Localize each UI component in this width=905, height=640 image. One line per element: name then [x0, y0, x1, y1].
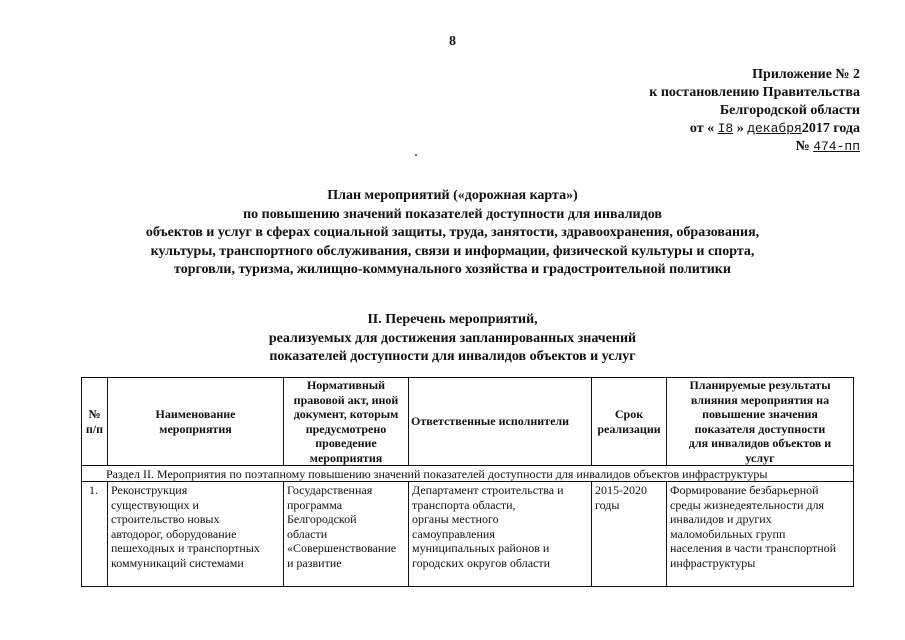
appendix-date — [560, 120, 860, 138]
row-term — [592, 482, 667, 587]
cell-line: самоуправления — [412, 526, 495, 541]
cell-line: п/п — [85, 421, 104, 436]
cell-line: программа — [287, 497, 343, 512]
title-line-2: по повышению значений показателей доступности для инвалидов — [243, 206, 662, 222]
row-results — [667, 482, 854, 587]
section-line-1: II. Перечень мероприятий, — [367, 312, 538, 327]
section-line-3: показателей доступности для инвалидов объектов и услуг — [269, 349, 636, 365]
cell-line: проведение — [315, 436, 377, 450]
number-prefix: № — [795, 139, 810, 154]
cell-line: маломобильных групп — [670, 526, 786, 541]
measures-table — [81, 377, 854, 587]
cell-line: органы местного — [412, 512, 499, 526]
cell-line: Наименование — [155, 407, 236, 421]
section-line-2: реализуемых для достижения запланированных значений — [268, 330, 637, 346]
cell-line: повышение значения — [702, 407, 818, 421]
title-line-4: культуры, транспортного обслуживания, связи и информации, физической культуры и спорта, — [150, 243, 755, 259]
section-row-label: Раздел II. Мероприятия по поэтапному повышению значений показателей доступности для инвалидов объектов инфраструктуры — [82, 466, 854, 482]
cell-line: Белгородской — [287, 512, 357, 526]
appendix-block — [560, 66, 860, 156]
header-name — [108, 378, 284, 466]
cell-line: для инвалидов объектов и — [688, 436, 832, 450]
cell-line: реализации — [597, 421, 661, 436]
section-row — [82, 466, 854, 482]
cell-line: № — [88, 407, 101, 421]
header-num — [82, 378, 108, 466]
cell-line: населения в части транспортной — [670, 541, 837, 555]
cell-line: городских округов области — [412, 555, 551, 570]
cell-line: мероприятия — [159, 421, 232, 436]
appendix-resolution: к постановлению Правительства — [649, 85, 860, 100]
scan-speck — [415, 154, 417, 156]
header-term — [592, 378, 667, 466]
row-normative — [284, 482, 409, 587]
cell-line: строительство новых — [111, 512, 220, 526]
cell-line: влияния мероприятия на — [690, 392, 830, 407]
row-executors — [409, 482, 592, 587]
cell-line: Нормативный — [306, 378, 386, 392]
cell-line: и развитие — [287, 555, 342, 570]
appendix-region: Белгородской области — [719, 103, 860, 118]
cell-line: инфраструктуры — [670, 555, 756, 570]
document-title — [0, 187, 905, 280]
title-line-5: торговли, туризма, жилищно-коммунального хозяйства и градостроительной политики — [174, 262, 731, 278]
cell-line: документ, которым — [293, 407, 399, 421]
row-num: 1. — [82, 482, 108, 587]
cell-line: годы — [595, 497, 620, 512]
cell-line: 2015-2020 — [595, 483, 647, 497]
cell-line: области — [287, 526, 328, 541]
appendix-number — [560, 138, 860, 156]
header-results — [667, 378, 854, 466]
cell-line: Реконструкция — [111, 483, 188, 497]
cell-line: Формирование безбарьерной — [670, 483, 819, 497]
cell-line: Государственная — [287, 483, 373, 497]
row-name — [108, 482, 284, 587]
cell-line: «Совершенствование — [287, 541, 397, 555]
appendix-title: Приложение № 2 — [752, 67, 860, 82]
cell-line: Планируемые результаты — [689, 378, 831, 392]
cell-line: показателя доступности — [694, 421, 826, 436]
date-day: I8 — [717, 121, 734, 136]
title-line-3: объектов и услуг в сферах социальной защиты, труда, занятости, здравоохранения, образования, — [145, 225, 760, 241]
cell-line: инвалидов и других — [670, 512, 772, 526]
page-number: 8 — [449, 34, 456, 49]
date-month: декабря — [747, 121, 802, 136]
table-header-row — [82, 378, 854, 466]
date-mid: » — [736, 121, 744, 136]
title-line-1: План мероприятий («дорожная карта») — [327, 188, 578, 203]
cell-line: пешеходных и транспортных — [111, 541, 260, 555]
cell-line: Департамент строительства и — [412, 483, 564, 497]
header-executors — [409, 378, 592, 466]
cell-line: предусмотрено — [305, 421, 387, 436]
cell-line: услуг — [745, 450, 775, 465]
cell-line: среды жизнедеятельности для — [670, 497, 825, 512]
cell-line: правовой акт, иной — [293, 392, 399, 407]
date-year: 2017 года — [801, 121, 860, 136]
cell-line: муниципальных районов и — [412, 541, 550, 555]
cell-line: автодорог, оборудование — [111, 526, 237, 541]
date-prefix: от « — [689, 121, 715, 136]
cell-line: транспорта области, — [412, 497, 516, 512]
cell-line: коммуникаций системами — [111, 555, 244, 570]
section-heading — [0, 311, 905, 367]
header-normative — [284, 378, 409, 466]
cell-line: Срок — [614, 407, 644, 421]
number-value: 474-пп — [813, 139, 860, 154]
cell-line: мероприятия — [309, 450, 383, 465]
cell-line: Ответственные исполнители — [411, 414, 570, 429]
table-row — [82, 482, 854, 587]
cell-line: существующих и — [111, 497, 199, 512]
